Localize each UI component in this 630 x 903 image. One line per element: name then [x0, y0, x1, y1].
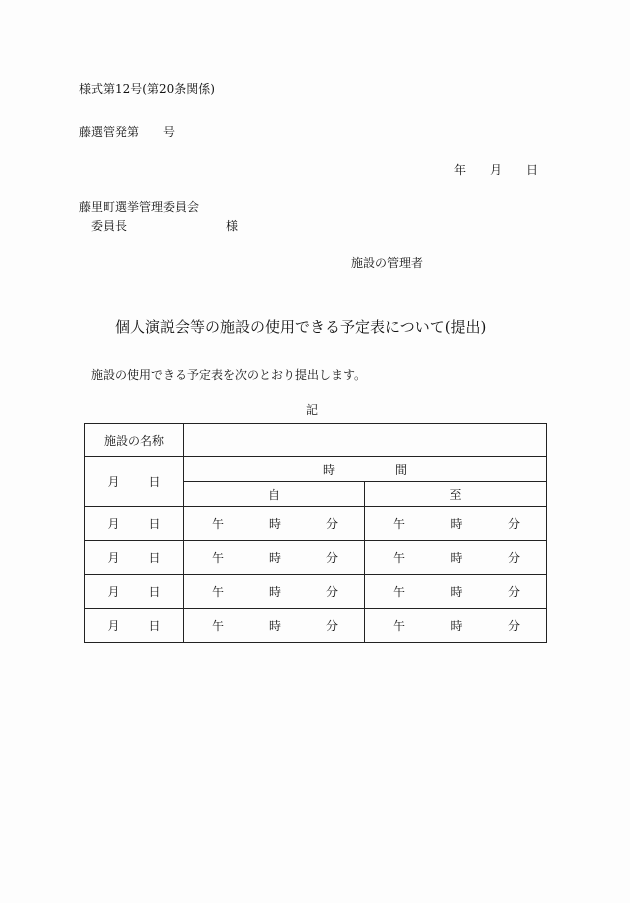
- hour-label: 時: [450, 517, 463, 531]
- facility-name-label: 施設の名称: [85, 424, 184, 457]
- noon-label: 午: [393, 585, 406, 599]
- facility-name-row: [85, 424, 547, 457]
- time-header: [184, 457, 547, 482]
- body-text: 施設の使用できる予定表を次のとおり提出します。: [91, 368, 367, 382]
- minute-label: 分: [507, 585, 520, 599]
- date-header: [85, 457, 184, 507]
- addressee-organization: 藤里町選挙管理委員会: [79, 200, 200, 214]
- noon-label: 午: [393, 517, 406, 531]
- noon-label: 午: [212, 517, 225, 531]
- noon-label: 午: [212, 551, 225, 565]
- facility-name-field[interactable]: [184, 424, 547, 457]
- minute-label: 分: [507, 551, 520, 565]
- day-label: 日: [148, 517, 161, 531]
- month-label: 月: [107, 619, 120, 633]
- addressee-honorific: 様: [226, 219, 239, 233]
- from-time-cell[interactable]: [184, 507, 365, 541]
- minute-label: 分: [325, 619, 338, 633]
- to-time-cell[interactable]: [365, 609, 547, 643]
- minute-label: 分: [325, 551, 338, 565]
- to-time-cell[interactable]: [365, 541, 547, 575]
- day-label: 日: [148, 585, 161, 599]
- from-time-cell[interactable]: [184, 609, 365, 643]
- hour-label: 時: [450, 619, 463, 633]
- day-header: 日: [148, 475, 161, 489]
- header-row-time: [85, 457, 547, 482]
- minute-label: 分: [325, 585, 338, 599]
- hour-label: 時: [268, 517, 281, 531]
- date-cell[interactable]: [85, 609, 184, 643]
- to-header: 至: [365, 482, 547, 507]
- time-header-char-1: 時: [322, 462, 335, 477]
- table-row: [85, 541, 547, 575]
- date-cell[interactable]: [85, 575, 184, 609]
- from-time-cell[interactable]: [184, 575, 365, 609]
- addressee-title: 委員長: [91, 219, 128, 233]
- hour-label: 時: [268, 585, 281, 599]
- form-number: 様式第12号(第20条関係): [79, 82, 215, 96]
- table-row: [85, 609, 547, 643]
- to-time-cell[interactable]: [365, 507, 547, 541]
- minute-label: 分: [507, 619, 520, 633]
- month-label: 月: [107, 585, 120, 599]
- document-title: 個人演説会等の施設の使用できる予定表について(提出): [115, 318, 487, 336]
- month-label: 月: [107, 551, 120, 565]
- minute-label: 分: [325, 517, 338, 531]
- day-label: 日: [148, 551, 161, 565]
- hour-label: 時: [268, 619, 281, 633]
- noon-label: 午: [393, 551, 406, 565]
- month-header: 月: [107, 475, 120, 489]
- minute-label: 分: [507, 517, 520, 531]
- table-row: [85, 575, 547, 609]
- hour-label: 時: [450, 551, 463, 565]
- date-cell[interactable]: [85, 541, 184, 575]
- submission-date: 年 月 日: [454, 163, 539, 177]
- noon-label: 午: [212, 619, 225, 633]
- date-cell[interactable]: [85, 507, 184, 541]
- from-time-cell[interactable]: [184, 541, 365, 575]
- document-number: 藤選管発第 号: [79, 125, 176, 139]
- noon-label: 午: [393, 619, 406, 633]
- month-label: 月: [107, 517, 120, 531]
- from-header: 自: [184, 482, 365, 507]
- day-label: 日: [148, 619, 161, 633]
- table-row: [85, 507, 547, 541]
- sender-label: 施設の管理者: [351, 256, 424, 270]
- hour-label: 時: [268, 551, 281, 565]
- ki-heading: 記: [306, 403, 319, 417]
- schedule-table: [84, 423, 547, 643]
- noon-label: 午: [212, 585, 225, 599]
- hour-label: 時: [450, 585, 463, 599]
- time-header-char-2: 間: [395, 462, 408, 477]
- to-time-cell[interactable]: [365, 575, 547, 609]
